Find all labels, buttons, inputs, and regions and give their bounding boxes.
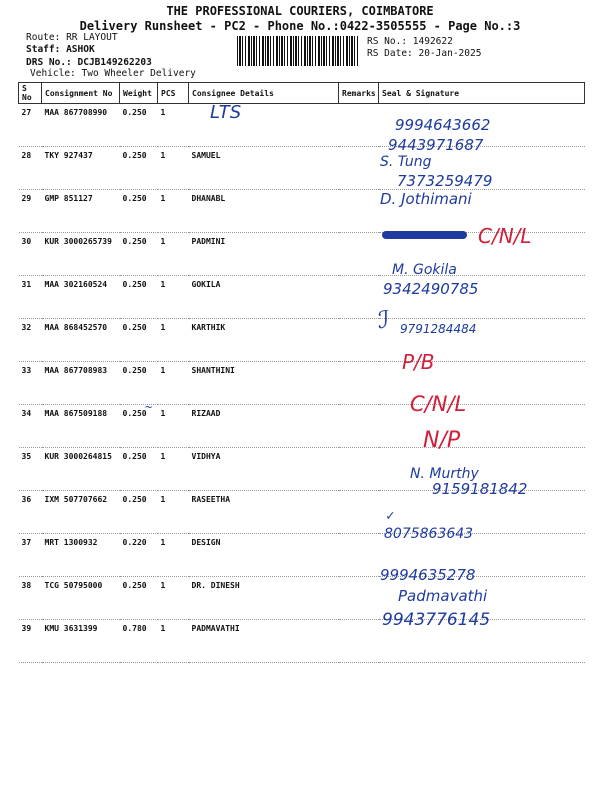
cell-consignment: MAA 867708990 bbox=[42, 104, 120, 147]
route-line bbox=[26, 32, 118, 43]
cell-pcs: 1 bbox=[158, 362, 189, 405]
cell-consignee: PADMAVATHI bbox=[189, 620, 339, 663]
cell-remarks bbox=[339, 276, 379, 319]
vehicle-line bbox=[30, 68, 196, 79]
cell-remarks bbox=[339, 104, 379, 147]
handwritten-phone-36: 9159181842 bbox=[432, 480, 528, 498]
cell-sno: 38 bbox=[19, 577, 42, 620]
cell-sno: 37 bbox=[19, 534, 42, 577]
handwritten-phone-28: 9443971687 bbox=[388, 136, 484, 154]
cell-weight: 0.250 bbox=[120, 276, 158, 319]
cell-weight: 0.250 bbox=[120, 147, 158, 190]
rs-no-line bbox=[367, 36, 453, 47]
table-row bbox=[19, 405, 585, 448]
cell-remarks bbox=[339, 534, 379, 577]
runsheet-subtitle: Delivery Runsheet - PC2 - Phone No.:0422-3505555 - Page No.:3 bbox=[79, 19, 521, 33]
cell-pcs: 1 bbox=[158, 534, 189, 577]
staff-line bbox=[26, 44, 95, 55]
cell-consignee: RIZAAD bbox=[189, 405, 339, 448]
handwritten-phone-31: 9342490785 bbox=[383, 280, 479, 298]
cell-pcs: 1 bbox=[158, 577, 189, 620]
table-row bbox=[19, 534, 585, 577]
drs-label: DRS No.: bbox=[26, 57, 72, 68]
handwritten-tick-37: ✓ bbox=[386, 508, 395, 524]
vehicle-value: Two Wheeler Delivery bbox=[81, 68, 196, 79]
col-weight: Weight bbox=[120, 83, 158, 104]
cell-consignment: MRT 1300932 bbox=[42, 534, 120, 577]
cell-consignment: TKY 927437 bbox=[42, 147, 120, 190]
handwritten-pb-33: P/B bbox=[402, 350, 435, 374]
cell-sno: 27 bbox=[19, 104, 42, 147]
cell-consignee: DESIGN bbox=[189, 534, 339, 577]
table-row bbox=[19, 276, 585, 319]
handwritten-cnl-30: C/N/L bbox=[478, 224, 532, 248]
handwritten-phone-37: 8075863643 bbox=[384, 526, 474, 542]
handwritten-phone-38: 9994635278 bbox=[380, 566, 476, 584]
cell-consignment: KUR 3000265739 bbox=[42, 233, 120, 276]
cell-consignment: KUR 3000264815 bbox=[42, 448, 120, 491]
col-sno: S No bbox=[19, 83, 42, 104]
cell-remarks bbox=[339, 491, 379, 534]
handwritten-np-35: N/P bbox=[423, 428, 461, 453]
handwritten-signature-31: M. Gokila bbox=[392, 262, 457, 278]
cell-consignment: MAA 302160524 bbox=[42, 276, 120, 319]
route-value: RR LAYOUT bbox=[66, 32, 118, 43]
handwritten-phone-39: 9943776145 bbox=[382, 610, 491, 630]
runsheet-table bbox=[18, 82, 585, 663]
cell-consignee: PADMINI bbox=[189, 233, 339, 276]
cell-weight: 0.250 bbox=[120, 577, 158, 620]
rs-date-line bbox=[367, 48, 481, 59]
cell-sno: 36 bbox=[19, 491, 42, 534]
cell-consignment: MAA 867708983 bbox=[42, 362, 120, 405]
cell-remarks bbox=[339, 405, 379, 448]
cell-remarks bbox=[339, 620, 379, 663]
cell-weight: 0.250 bbox=[120, 491, 158, 534]
handwritten-signature-36: N. Murthy bbox=[410, 466, 479, 482]
col-consignee: Consignee Details bbox=[189, 83, 339, 104]
cell-weight: 0.220 bbox=[120, 534, 158, 577]
cell-consignee: SHANTHINI bbox=[189, 362, 339, 405]
handwritten-phone-29: 7373259479 bbox=[397, 172, 493, 190]
cell-pcs: 1 bbox=[158, 233, 189, 276]
rs-date-value: 20-Jan-2025 bbox=[418, 48, 482, 59]
barcode-image bbox=[237, 36, 359, 66]
cell-pcs: 1 bbox=[158, 620, 189, 663]
col-signature: Seal & Signature bbox=[379, 83, 585, 104]
cell-remarks bbox=[339, 362, 379, 405]
cell-sno: 32 bbox=[19, 319, 42, 362]
cell-sno: 34 bbox=[19, 405, 42, 448]
cell-sno: 39 bbox=[19, 620, 42, 663]
handwritten-cnl-34: C/N/L bbox=[410, 392, 467, 416]
rs-no-value: 1492622 bbox=[412, 36, 453, 47]
cell-weight: 0.780 bbox=[120, 620, 158, 663]
col-pcs: PCS bbox=[158, 83, 189, 104]
cell-sno: 28 bbox=[19, 147, 42, 190]
drs-value: DCJB149262203 bbox=[77, 57, 152, 68]
cell-sno: 31 bbox=[19, 276, 42, 319]
cell-consignment: KMU 3631399 bbox=[42, 620, 120, 663]
cell-consignment: TCG 50795000 bbox=[42, 577, 120, 620]
cell-sno: 35 bbox=[19, 448, 42, 491]
cell-consignee: DR. DINESH bbox=[189, 577, 339, 620]
handwritten-lts: LTS bbox=[210, 102, 242, 123]
cell-pcs: 1 bbox=[158, 276, 189, 319]
table-header-row bbox=[19, 83, 585, 104]
handwritten-signature-39: Padmavathi bbox=[398, 587, 488, 605]
staff-value: ASHOK bbox=[66, 44, 95, 55]
col-consignment: Consignment No bbox=[42, 83, 120, 104]
table-row bbox=[19, 104, 585, 147]
cell-consignee: RASEETHA bbox=[189, 491, 339, 534]
cell-weight: 0.250 bbox=[120, 448, 158, 491]
cell-consignment: MAA 867509188 bbox=[42, 405, 120, 448]
cell-weight: 0.250 bbox=[120, 190, 158, 233]
cell-remarks bbox=[339, 448, 379, 491]
scribbled-out-mark bbox=[382, 231, 467, 239]
cell-weight: 0.250 bbox=[120, 405, 158, 448]
cell-remarks bbox=[339, 233, 379, 276]
cell-consignment: MAA 868452570 bbox=[42, 319, 120, 362]
handwritten-scribble-32: ℐ bbox=[378, 306, 390, 334]
handwritten-signature-29a: S. Tung bbox=[380, 154, 432, 170]
cell-consignee: KARTHIK bbox=[189, 319, 339, 362]
staff-label: Staff: bbox=[26, 44, 61, 55]
rs-no-label: RS No.: bbox=[367, 36, 408, 47]
cell-consignee: GOKILA bbox=[189, 276, 339, 319]
rs-date-label: RS Date: bbox=[367, 48, 413, 59]
route-label: Route: bbox=[26, 32, 61, 43]
handwritten-signature-29b: D. Jothimani bbox=[380, 190, 472, 208]
cell-pcs: 1 bbox=[158, 190, 189, 233]
cell-sno: 29 bbox=[19, 190, 42, 233]
cell-remarks bbox=[339, 190, 379, 233]
cell-consignment: IXM 507707662 bbox=[42, 491, 120, 534]
cell-pcs: 1 bbox=[158, 147, 189, 190]
handwritten-squiggle: ~ bbox=[145, 400, 153, 414]
cell-pcs: 1 bbox=[158, 405, 189, 448]
cell-weight: 0.250 bbox=[120, 362, 158, 405]
handwritten-phone-27: 9994643662 bbox=[395, 116, 491, 134]
cell-weight: 0.250 bbox=[120, 319, 158, 362]
cell-remarks bbox=[339, 577, 379, 620]
vehicle-label: Vehicle: bbox=[30, 68, 76, 79]
table-row bbox=[19, 319, 585, 362]
cell-weight: 0.250 bbox=[120, 104, 158, 147]
cell-pcs: 1 bbox=[158, 448, 189, 491]
cell-consignee: DHANABL bbox=[189, 190, 339, 233]
cell-pcs: 1 bbox=[158, 319, 189, 362]
table-row bbox=[19, 362, 585, 405]
handwritten-phone-32: 9791284484 bbox=[400, 322, 477, 336]
table-row bbox=[19, 147, 585, 190]
cell-weight: 0.250 bbox=[120, 233, 158, 276]
cell-pcs: 1 bbox=[158, 491, 189, 534]
cell-sno: 30 bbox=[19, 233, 42, 276]
cell-pcs: 1 bbox=[158, 104, 189, 147]
cell-consignment: GMP 851127 bbox=[42, 190, 120, 233]
cell-consignee: VIDHYA bbox=[189, 448, 339, 491]
cell-sno: 33 bbox=[19, 362, 42, 405]
table-row bbox=[19, 620, 585, 663]
cell-remarks bbox=[339, 319, 379, 362]
drs-line bbox=[26, 57, 152, 68]
cell-remarks bbox=[339, 147, 379, 190]
table-row bbox=[19, 577, 585, 620]
cell-consignee: SAMUEL bbox=[189, 147, 339, 190]
company-title: THE PROFESSIONAL COURIERS, COIMBATORE bbox=[166, 4, 434, 18]
col-remarks: Remarks bbox=[339, 83, 379, 104]
